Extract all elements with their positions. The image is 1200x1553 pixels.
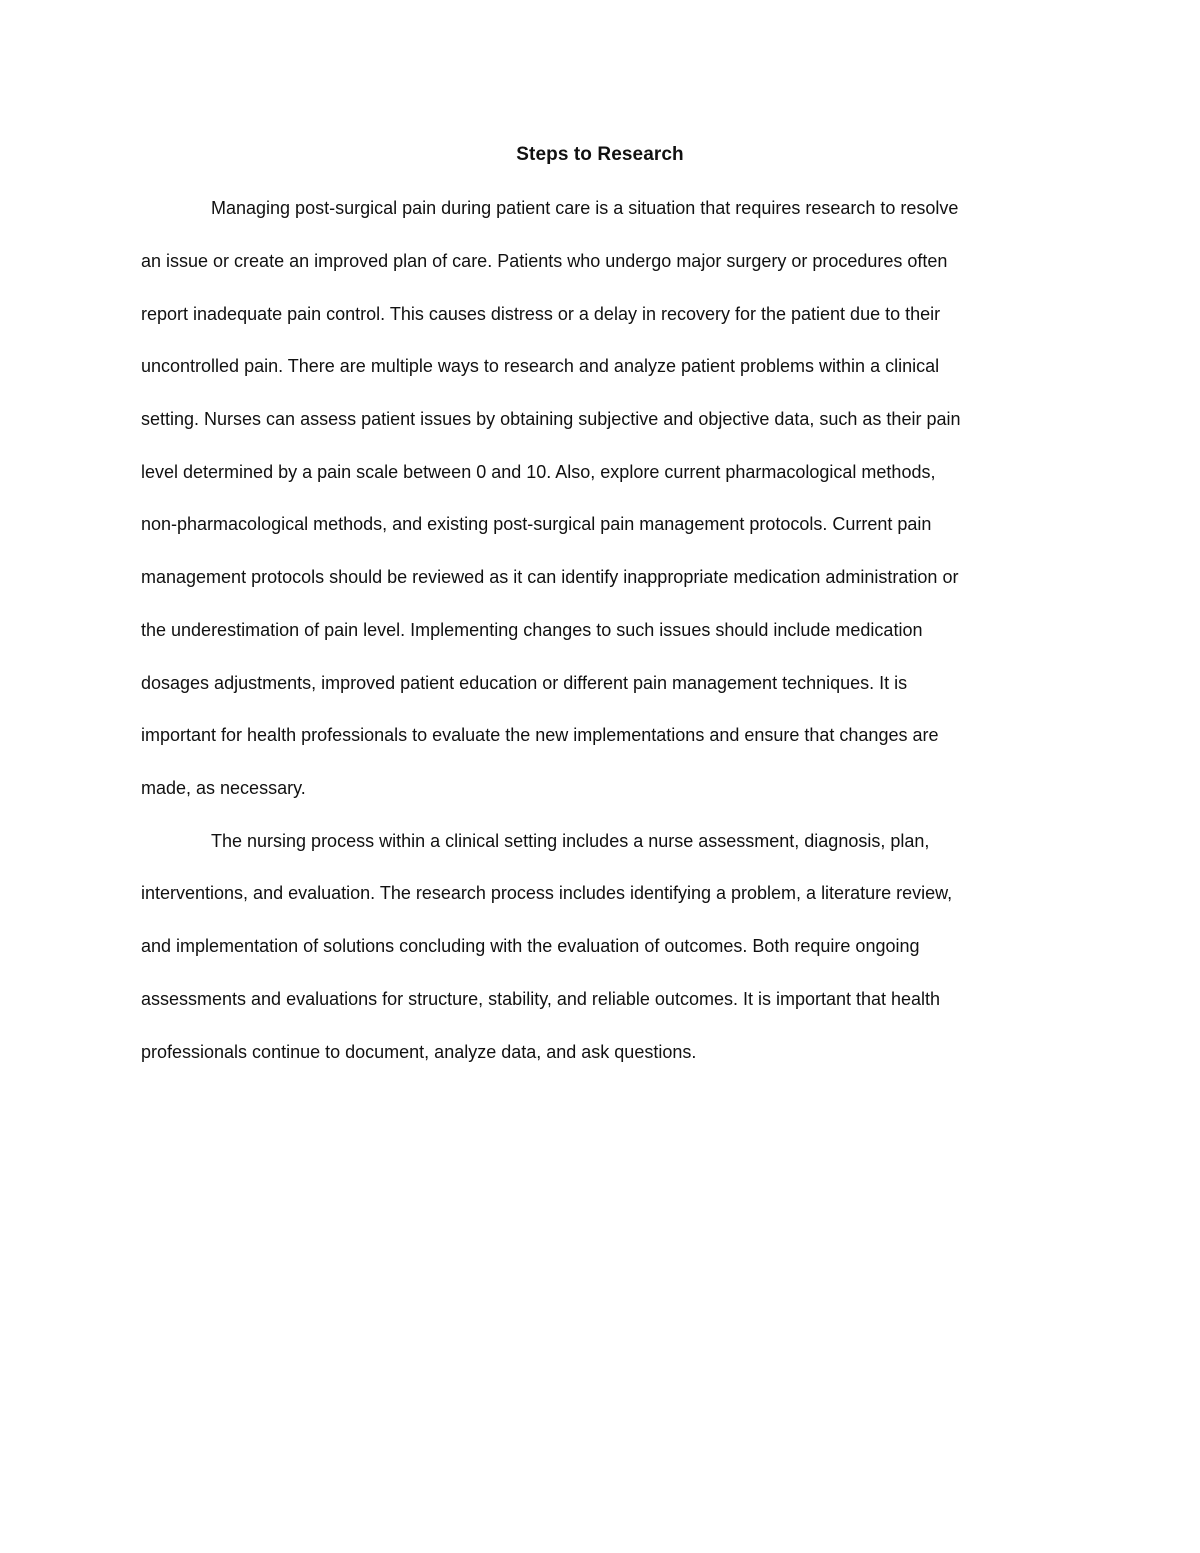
paragraph-line: non-pharmacological methods, and existing post-surgical pain management protocols. Current pain bbox=[141, 514, 932, 534]
document-title: Steps to Research bbox=[516, 144, 684, 165]
paragraph-line: Managing post-surgical pain during patient care is a situation that requires research to resolve bbox=[211, 198, 959, 218]
paragraph-line: dosages adjustments, improved patient education or different pain management techniques. It is bbox=[141, 673, 908, 693]
paragraph-line: and implementation of solutions concluding with the evaluation of outcomes. Both require ongoing bbox=[141, 936, 920, 956]
paragraph-line: interventions, and evaluation. The research process includes identifying a problem, a literature review, bbox=[141, 883, 953, 903]
paragraph-line: report inadequate pain control. This causes distress or a delay in recovery for the patient due to their bbox=[141, 304, 941, 324]
paragraph-line: The nursing process within a clinical setting includes a nurse assessment, diagnosis, plan, bbox=[211, 831, 930, 851]
paragraph-line: professionals continue to document, analyze data, and ask questions. bbox=[141, 1042, 697, 1062]
paragraph-line: setting. Nurses can assess patient issues by obtaining subjective and objective data, such as their pain bbox=[141, 409, 961, 429]
paragraph-line: made, as necessary. bbox=[141, 778, 306, 798]
paragraph-line: assessments and evaluations for structure, stability, and reliable outcomes. It is important that health bbox=[141, 989, 941, 1009]
paragraph-line: an issue or create an improved plan of care. Patients who undergo major surgery or procedures often bbox=[141, 251, 948, 271]
paragraph-line: the underestimation of pain level. Implementing changes to such issues should include medication bbox=[141, 620, 923, 640]
paragraph-line: level determined by a pain scale between 0 and 10. Also, explore current pharmacological methods, bbox=[141, 462, 936, 482]
paragraph-line: important for health professionals to evaluate the new implementations and ensure that changes are bbox=[141, 725, 939, 745]
paragraph-line: uncontrolled pain. There are multiple ways to research and analyze patient problems within a clinical bbox=[141, 356, 940, 376]
paragraph-line: management protocols should be reviewed as it can identify inappropriate medication administration or bbox=[141, 567, 959, 587]
